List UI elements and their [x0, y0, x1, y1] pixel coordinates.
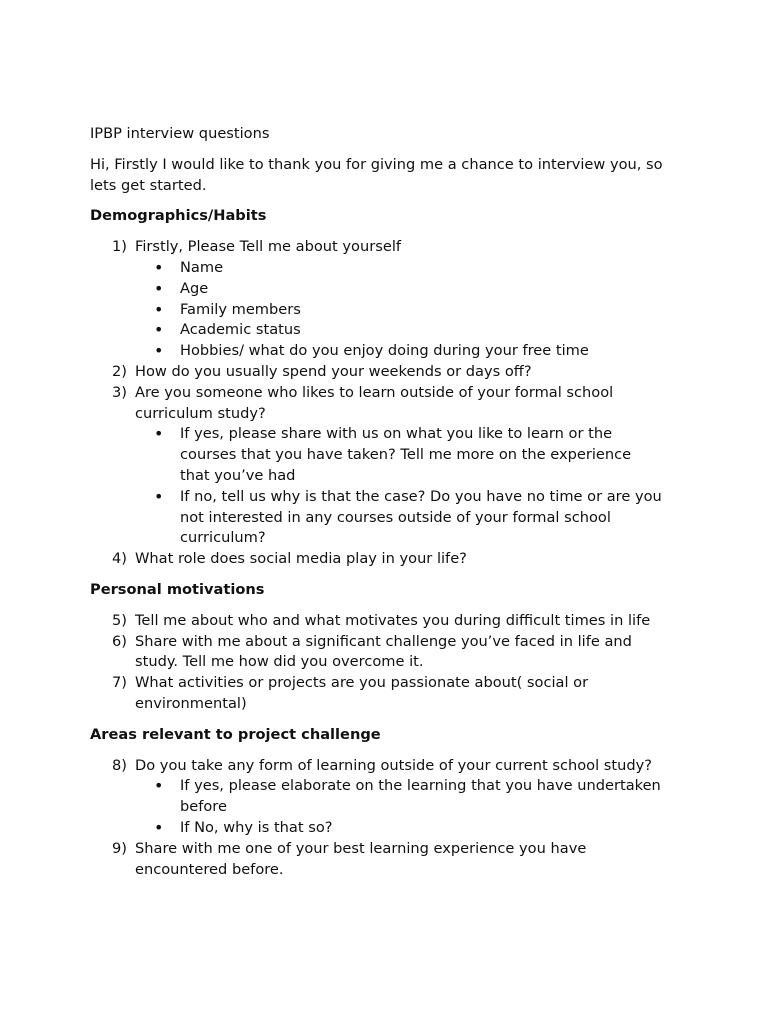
question-number: 6)	[112, 632, 127, 650]
section-heading-project: Areas relevant to project challenge	[90, 725, 381, 743]
question-number: 5)	[112, 611, 127, 629]
question-number: 7)	[112, 674, 127, 692]
bullet-icon: •	[154, 817, 164, 837]
bullet-icon: •	[154, 257, 164, 277]
question-item	[90, 756, 725, 839]
bullet-item	[135, 300, 690, 321]
question-text: Share with me one of your best learning experience you have encountered before.	[135, 839, 587, 878]
bullet-icon: •	[154, 776, 164, 796]
bullet-text: Academic status	[180, 321, 301, 339]
question-number: 3)	[112, 383, 127, 401]
question-text: How do you usually spend your weekends or days off?	[135, 362, 532, 380]
question-text: Tell me about who and what motivates you during difficult times in life	[135, 611, 651, 629]
question-list-project	[90, 756, 690, 881]
document-page	[90, 124, 690, 890]
bullet-item	[135, 320, 690, 341]
bullet-item	[135, 279, 690, 300]
bullet-icon: •	[154, 278, 164, 298]
question-item	[90, 632, 655, 674]
bullet-text: Age	[180, 279, 209, 297]
question-item	[90, 549, 690, 570]
question-list-demographics	[90, 237, 690, 570]
intro-paragraph: Hi, Firstly I would like to thank you for giving me a chance to interview you, so lets get started.	[90, 155, 663, 194]
question-text: Are you someone who likes to learn outside of your formal school curriculum study?	[135, 383, 614, 422]
question-number: 8)	[112, 756, 127, 774]
question-item	[90, 839, 655, 881]
question-item	[90, 673, 655, 715]
question-item	[90, 237, 690, 362]
document-title: IPBP interview questions	[90, 125, 270, 142]
bullet-text: If yes, please share with us on what you like to learn or the courses that you have taken? Tell me more on the experience that you’ve had	[180, 425, 632, 484]
bullet-item	[135, 424, 650, 486]
section-heading-motivations: Personal motivations	[90, 580, 265, 598]
bullet-item	[135, 776, 680, 818]
question-item	[90, 611, 725, 632]
bullet-icon: •	[154, 341, 164, 361]
bullet-text: Family members	[180, 300, 301, 318]
bullet-text: If No, why is that so?	[180, 818, 333, 836]
question-item	[90, 362, 690, 383]
bullet-text: Name	[180, 258, 224, 276]
bullet-text: Hobbies/ what do you enjoy doing during your free time	[180, 342, 589, 360]
question-number: 4)	[112, 550, 127, 568]
bullet-icon: •	[154, 299, 164, 319]
bullet-icon: •	[154, 424, 164, 444]
question-text: Firstly, Please Tell me about yourself	[135, 238, 402, 256]
bullet-list	[135, 258, 690, 362]
bullet-item	[135, 818, 725, 839]
section-heading-demographics: Demographics/Habits	[90, 207, 267, 225]
bullet-list	[135, 776, 725, 838]
bullet-text: If no, tell us why is that the case? Do you have no time or are you not interested in any courses outside of your formal school curriculum?	[180, 487, 662, 547]
question-number: 2)	[112, 362, 127, 380]
question-text: What role does social media play in your life?	[135, 550, 467, 568]
question-item	[90, 383, 662, 549]
bullet-item	[135, 341, 690, 362]
bullet-icon: •	[154, 320, 164, 340]
question-text: Do you take any form of learning outside of your current school study?	[135, 756, 653, 774]
question-text: What activities or projects are you passionate about( social or environmental)	[135, 674, 589, 712]
question-text: Share with me about a significant challenge you’ve faced in life and study. Tell me how did you overcome it.	[135, 632, 632, 671]
bullet-item	[135, 487, 670, 549]
question-number: 1)	[112, 238, 127, 256]
question-list-motivations	[90, 611, 690, 715]
bullet-text: If yes, please elaborate on the learning that you have undertaken before	[180, 777, 661, 816]
bullet-list	[135, 424, 662, 549]
bullet-icon: •	[154, 486, 164, 506]
question-number: 9)	[112, 839, 127, 857]
bullet-item	[135, 258, 690, 279]
